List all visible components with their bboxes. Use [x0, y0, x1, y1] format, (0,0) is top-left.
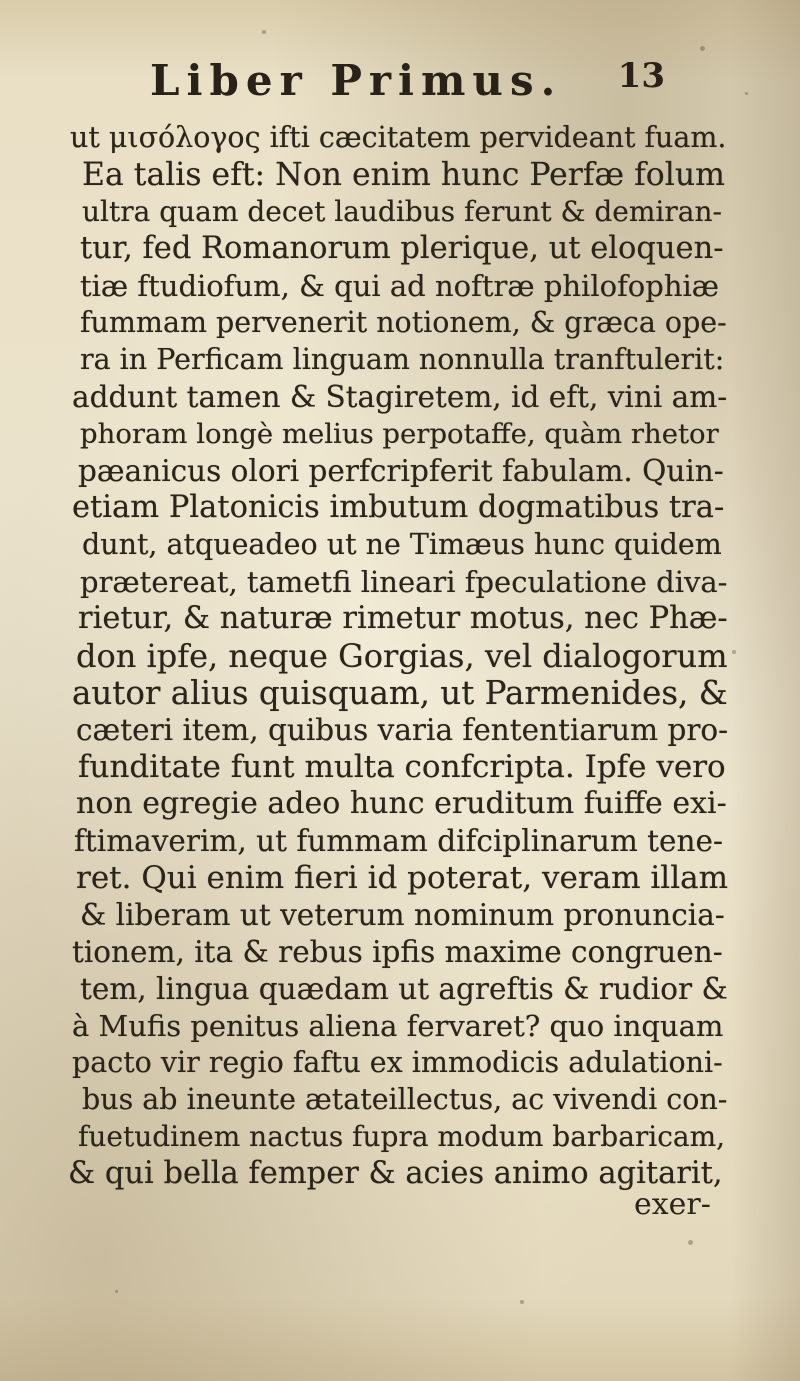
catchword: exer- — [634, 1187, 711, 1222]
text-line: tionem, ita & rebus ipfis maxime congruen- — [72, 935, 723, 969]
text-line: pacto vir regio faftu ex immodicis adulationi- — [72, 1046, 723, 1079]
text-line: pæanicus olori perfcripferit fabulam. Quin- — [78, 454, 724, 488]
text-line: à Mufis penitus aliena fervaret? quo inquam — [72, 1009, 724, 1043]
ink-speck — [115, 1290, 118, 1293]
text-line: autor alius quisquam, ut Parmenides, & — [72, 674, 728, 712]
ink-speck — [688, 1240, 693, 1245]
text-line: tiæ ftudiofum, & qui ad noftræ philofophiæ — [80, 269, 720, 303]
text-line: non egregie adeo hunc eruditum fuiffe exi- — [76, 786, 727, 821]
text-line: rietur, & naturæ rimetur motus, nec Phæ- — [78, 601, 728, 636]
text-line: ultra quam decet laudibus ferunt & demiran- — [82, 195, 722, 228]
text-line: bus ab ineunte ætateillectus, ac vivendi con- — [82, 1083, 728, 1116]
text-line: phoram longè melius perpotaffe, quàm rhetor — [80, 418, 719, 450]
page-edge-shadow — [730, 0, 800, 1381]
ink-speck — [520, 1300, 524, 1304]
text-line: addunt tamen & Stagiretem, id eft, vini am- — [72, 380, 728, 414]
ink-speck — [700, 46, 705, 51]
text-line: ut μισόλογος ifti cæcitatem pervideant fuam. — [70, 121, 727, 154]
text-line: ra in Perficam linguam nonnulla tranftulerit: — [80, 343, 725, 376]
page-number: 13 — [617, 56, 665, 96]
text-line: funditate funt multa confcripta. Ipfe vero — [78, 749, 726, 785]
page-header — [125, 56, 665, 108]
text-line: etiam Platonicis imbutum dogmatibus tra- — [72, 490, 725, 525]
text-line: tem, lingua quædam ut agreftis & rudior & — [80, 972, 728, 1006]
text-line: & qui bella femper & acies animo agitarit, — [68, 1156, 723, 1191]
ink-speck — [262, 30, 266, 34]
text-line: tur, fed Romanorum plerique, ut eloquen- — [80, 231, 724, 266]
text-line: Ea talis eft: Non enim hunc Perfæ folum — [82, 157, 725, 193]
text-line: dunt, atqueadeo ut ne Timæus hunc quidem — [82, 528, 722, 561]
text-line: don ipfe, neque Gorgias, vel dialogorum — [76, 637, 728, 675]
text-line: cæteri item, quibus varia fententiarum pro- — [76, 713, 729, 747]
text-line: ftimaverim, ut fummam difciplinarum tene- — [74, 824, 723, 858]
text-line: fuetudinem nactus fupra modum barbaricam, — [78, 1120, 726, 1153]
text-line: fummam pervenerit notionem, & græca ope- — [80, 306, 727, 339]
text-line: & liberam ut veterum nominum pronuncia- — [80, 898, 725, 932]
text-line: prætereat, tametfi lineari fpeculatione diva- — [80, 565, 728, 599]
text-line: ret. Qui enim fieri id poterat, veram illam — [76, 860, 728, 896]
running-title: Liber Primus. — [150, 56, 563, 105]
